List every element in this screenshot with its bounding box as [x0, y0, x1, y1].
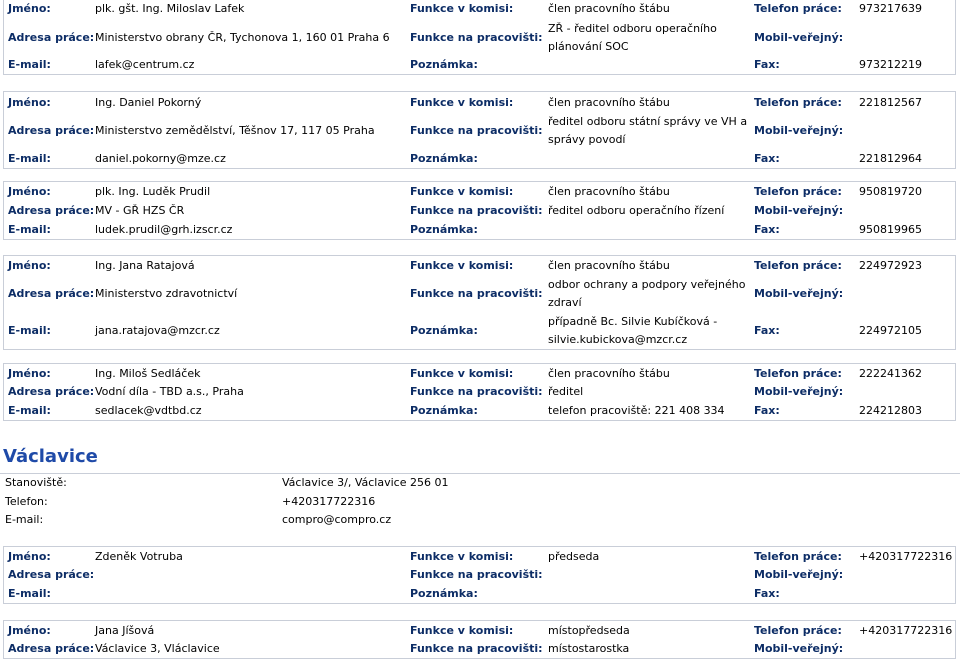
email-row [4, 312, 955, 349]
work-address: MV - GŘ HZS ČR [95, 203, 185, 217]
name-row [4, 0, 955, 20]
address-row [4, 113, 955, 149]
work-address: Václavice 3, Vláclavice [95, 642, 220, 655]
name-row [4, 621, 955, 640]
mobile-label: Mobil-veřejný: [754, 203, 844, 217]
email[interactable]: lafek@centrum.cz [95, 57, 195, 71]
work-address-label: Adresa práce: [8, 385, 95, 398]
email-row [4, 149, 955, 168]
work-phone: 973217639 [859, 2, 922, 15]
commission-role: místopředseda [548, 623, 630, 637]
contact-card [3, 0, 956, 75]
work-phone-label: Telefon práce: [754, 259, 842, 272]
fax-label: Fax: [754, 586, 780, 600]
workplace-role: ředitel [548, 385, 584, 398]
workplace-role-label: Funkce na pracovišti: [410, 287, 543, 300]
note-label: Poznámka: [410, 57, 478, 71]
email-label: E-mail: [8, 57, 51, 71]
work-phone-label: Telefon práce: [754, 95, 842, 109]
email-label: E-mail: [8, 323, 51, 337]
workplace-role-label: Funkce na pracovišti: [410, 30, 543, 44]
note-label: Poznámka: [410, 151, 478, 165]
contact-card [3, 363, 956, 421]
person-name: Ing. Miloš Sedláček [95, 366, 201, 380]
note-label: Poznámka: [410, 403, 478, 417]
name-row [4, 182, 955, 201]
mobile-label: Mobil-veřejný: [754, 642, 844, 655]
email[interactable]: sedlacek@vdtbd.cz [95, 403, 202, 417]
work-address: Ministerstvo zemědělství, Těšnov 17, 117 05 Praha [95, 124, 375, 137]
fax: 224972105 [859, 323, 922, 337]
address-row [4, 276, 955, 312]
work-address: Vodní díla - TBD a.s., Praha [95, 385, 244, 398]
name-label: Jméno: [8, 259, 51, 272]
workplace-role: místostarostka [548, 642, 630, 655]
work-address: Ministerstvo obrany ČR, Tychonova 1, 160 01 Praha 6 [95, 30, 390, 44]
work-address-label: Adresa práce: [8, 568, 95, 581]
email-row [4, 55, 955, 74]
name-row [4, 256, 955, 276]
contact-card [3, 181, 956, 240]
name-label: Jméno: [8, 549, 51, 563]
commission-role: člen pracovního štábu [548, 2, 670, 15]
email-label: E-mail: [8, 151, 51, 165]
fax-label: Fax: [754, 403, 780, 417]
location-label: Stanoviště: [5, 476, 67, 489]
work-phone-label: Telefon práce: [754, 366, 842, 380]
address-row [4, 383, 955, 401]
commission-role-label: Funkce v komisi: [410, 366, 514, 380]
commission-role: člen pracovního štábu [548, 259, 670, 272]
commission-role: člen pracovního štábu [548, 95, 670, 109]
workplace-role-label: Funkce na pracovišti: [410, 385, 543, 398]
fax-label: Fax: [754, 151, 780, 165]
fax: 224212803 [859, 403, 922, 417]
note: telefon pracoviště: 221 408 334 [548, 403, 725, 417]
name-label: Jméno: [8, 95, 51, 109]
work-phone-label: Telefon práce: [754, 549, 842, 563]
email-label: E-mail: [8, 403, 51, 417]
workplace-role: odbor ochrany a podpory veřejného zdraví [548, 278, 746, 309]
work-phone: 222241362 [859, 366, 922, 380]
commission-role-label: Funkce v komisi: [410, 623, 514, 637]
section-title: Václavice [3, 446, 98, 467]
work-address-label: Adresa práce: [8, 124, 95, 137]
email[interactable]: jana.ratajova@mzcr.cz [95, 323, 220, 337]
person-name: plk. Ing. Luděk Prudil [95, 184, 211, 198]
commission-role-label: Funkce v komisi: [410, 549, 514, 563]
work-phone: 221812567 [859, 95, 922, 109]
name-row [4, 547, 955, 566]
work-address-label: Adresa práce: [8, 203, 95, 217]
email-label: E-mail: [8, 222, 51, 236]
section-email-label: E-mail: [5, 513, 44, 526]
section-divider [0, 473, 960, 474]
address-row [4, 20, 955, 55]
email[interactable]: ludek.prudil@grh.izscr.cz [95, 222, 233, 236]
note-label: Poznámka: [410, 586, 478, 600]
fax: 973212219 [859, 57, 922, 71]
note: případně Bc. Silvie Kubíčková - silvie.kubickova@mzcr.cz [548, 314, 718, 346]
person-name: Ing. Jana Ratajová [95, 259, 195, 272]
email-row [4, 401, 955, 420]
commission-role: předseda [548, 549, 600, 563]
work-phone: +420317722316 [859, 623, 953, 637]
name-row [4, 92, 955, 113]
workplace-role: ředitel odboru operačního řízení [548, 203, 725, 217]
mobile-label: Mobil-veřejný: [754, 124, 844, 137]
person-name: Zdeněk Votruba [95, 549, 183, 563]
person-name: Ing. Daniel Pokorný [95, 95, 202, 109]
commission-role-label: Funkce v komisi: [410, 184, 514, 198]
work-phone-label: Telefon práce: [754, 2, 842, 15]
work-phone: 950819720 [859, 184, 922, 198]
contact-card [3, 620, 956, 659]
work-phone: 224972923 [859, 259, 922, 272]
commission-role: člen pracovního štábu [548, 366, 670, 380]
commission-role-label: Funkce v komisi: [410, 2, 514, 15]
workplace-role: ředitel odboru státní správy ve VH a správy povodí [548, 115, 748, 146]
name-label: Jméno: [8, 2, 51, 15]
workplace-role-label: Funkce na pracovišti: [410, 124, 543, 137]
workplace-role: ZŘ - ředitel odboru operačního plánování SOC [548, 21, 717, 53]
name-label: Jméno: [8, 623, 51, 637]
work-phone-label: Telefon práce: [754, 623, 842, 637]
phone-label: Telefon: [5, 495, 48, 508]
fax-label: Fax: [754, 222, 780, 236]
workplace-role-label: Funkce na pracovišti: [410, 203, 543, 217]
work-phone: +420317722316 [859, 549, 953, 563]
fax: 221812964 [859, 151, 922, 165]
note-label: Poznámka: [410, 222, 478, 236]
workplace-role-label: Funkce na pracovišti: [410, 568, 543, 581]
phone-value: +420317722316 [282, 495, 376, 508]
mobile-label: Mobil-veřejný: [754, 385, 844, 398]
contact-card [3, 546, 956, 604]
fax: 950819965 [859, 222, 922, 236]
name-label: Jméno: [8, 184, 51, 198]
address-row [4, 566, 955, 584]
contact-card [3, 91, 956, 169]
mobile-label: Mobil-veřejný: [754, 568, 844, 581]
work-phone-label: Telefon práce: [754, 184, 842, 198]
location-value: Václavice 3/, Václavice 256 01 [282, 476, 449, 489]
fax-label: Fax: [754, 323, 780, 337]
commission-role-label: Funkce v komisi: [410, 259, 514, 272]
work-address: Ministerstvo zdravotnictví [95, 287, 238, 300]
person-name: plk. gšt. Ing. Miloslav Lafek [95, 2, 245, 15]
address-row [4, 201, 955, 220]
email-row [4, 220, 955, 239]
work-address-label: Adresa práce: [8, 642, 95, 655]
mobile-label: Mobil-veřejný: [754, 30, 844, 44]
person-name: Jana Jíšová [95, 623, 155, 637]
name-row [4, 364, 955, 383]
name-label: Jméno: [8, 366, 51, 380]
workplace-role-label: Funkce na pracovišti: [410, 642, 543, 655]
note-label: Poznámka: [410, 323, 478, 337]
commission-role-label: Funkce v komisi: [410, 95, 514, 109]
mobile-label: Mobil-veřejný: [754, 287, 844, 300]
address-row [4, 640, 955, 658]
email-label: E-mail: [8, 586, 51, 600]
contact-card [3, 255, 956, 350]
fax-label: Fax: [754, 57, 780, 71]
work-address-label: Adresa práce: [8, 287, 95, 300]
work-address-label: Adresa práce: [8, 30, 95, 44]
section-email-value[interactable]: compro@compro.cz [282, 513, 392, 526]
email[interactable]: daniel.pokorny@mze.cz [95, 151, 226, 165]
email-row [4, 584, 955, 603]
commission-role: člen pracovního štábu [548, 184, 670, 198]
